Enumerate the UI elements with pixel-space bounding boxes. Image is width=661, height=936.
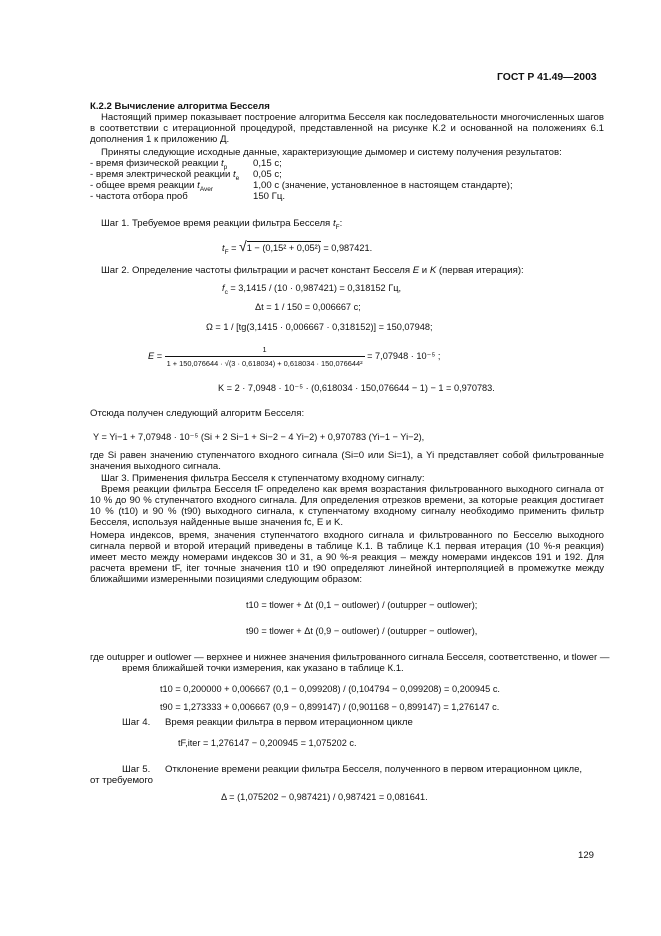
given-item-label: - общее время реакции $t_{Aver}$ bbox=[90, 180, 214, 193]
e-formula: E = $\frac{1}{\text{1 + 150,076644 · √(3 · 0,618034) + 0,618034 · 150,076644²}}$ = 7,07948 · 10⁻⁵ ; bbox=[148, 345, 441, 368]
t90-formula: t90 = tlower + Δt (0,9 − outlower) / (outupper − outlower), bbox=[246, 626, 478, 636]
page-number: 129 bbox=[578, 850, 595, 861]
step5-text: Отклонение времени реакции фильтра Бесселя, полученного в первом итерационном цикле, bbox=[165, 764, 583, 775]
t90-calculation: t90 = 1,273333 + 0,006667 (0,9 − 0,899147) / (0,901168 − 0,899147) = 1,276147 с. bbox=[160, 702, 500, 712]
given-item-value: 1,00 с (значение, установленное в настоящем стандарте); bbox=[253, 180, 513, 191]
given-intro: Приняты следующие исходные данные, характеризующие дымомер и систему получения результатов: bbox=[101, 147, 562, 158]
step3-paragraph2: Номера индексов, время, значения ступенчатого входного сигнала и фильтрованного по Бесселю выходного сигнала первой и второй итераций приведены в таблице К.1. В таблице К.1 первая итерация (10 %-я реакция) имеет место между номерами индексов 30 и 31, а 90 %-я реакция – между номерами индексов 191 и 192. Для расчета времени tF, iter точные значения t10 и t90 определяют линейной интерполяцией в промежутке между ближайшими измеренными позициями следующим образом: bbox=[90, 530, 604, 585]
given-item-label: - частота отбора проб bbox=[90, 191, 188, 202]
step3-paragraph1: Время реакции фильтра Бесселя tF определено как время возрастания фильтрованного выходного сигнала от 10 % до 90 % ступенчатого входного сигнала. Для определения отрезков времени, за которые реакция достигает 10 % (t10) и 90 % (t90) выходного сигнала, к ступенчатому входному сигналу необходимо применить фильтр Бесселя, используя найденные выше значения fc, E и K. bbox=[90, 484, 604, 528]
step5-text-continued: от требуемого bbox=[90, 775, 154, 786]
step5-formula: Δ = (1,075202 − 0,987421) / 0,987421 = 0,081641. bbox=[221, 792, 428, 802]
given-item-value: 0,15 с; bbox=[253, 158, 282, 169]
given-item-value: 150 Гц. bbox=[253, 191, 286, 202]
t10-calculation: t10 = 0,200000 + 0,006667 (0,1 − 0,099208) / (0,104794 − 0,099208) = 0,200945 с. bbox=[160, 684, 500, 694]
step3-where-continued: время ближайшей точки измерения, как указано в таблице К.1. bbox=[122, 663, 404, 674]
step4-text: Время реакции фильтра в первом итерационном цикле bbox=[165, 717, 413, 728]
fc-formula: $f_c = 3,1415 / (10 \cdot 0,987421) = 0,318152$ Гц, bbox=[222, 283, 402, 296]
given-item-label: - время физической реакции $t_p$ bbox=[90, 158, 228, 171]
algorithm-intro: Отсюда получен следующий алгоритм Бесселя: bbox=[90, 408, 305, 419]
step1-text: Шаг 1. Требуемое время реакции фильтра Бесселя $t_F$: bbox=[101, 218, 343, 231]
step2-text: Шаг 2. Определение частоты фильтрации и расчет констант Бесселя E и K (первая итерация): bbox=[101, 265, 524, 276]
algorithm-where: где Si равен значению ступенчатого входного сигнала (Si=0 или Si=1), а Yi представляет собой фильтрованные значения выходного сигнала. bbox=[90, 450, 604, 472]
given-item-label: - время электрической реакции $t_e$ bbox=[90, 169, 240, 182]
section-title: К.2.2 Вычисление алгоритма Бесселя bbox=[90, 101, 270, 112]
step4-formula: tF,iter = 1,276147 − 0,200945 = 1,075202 с. bbox=[178, 738, 357, 748]
standard-header: ГОСТ Р 41.49—2003 bbox=[497, 72, 597, 83]
step3-where: где outupper и outlower — верхнее и нижнее значения фильтрованного сигнала Бесселя, соответственно, и tlower — bbox=[90, 652, 610, 663]
intro-paragraph: Настоящий пример показывает построение алгоритма Бесселя как последовательности многочисленных шагов в соответствии с итерационной процедурой, представленной на рисунке К.2 и основанной на положениях 6.1 дополнения 1 к приложению Д. bbox=[90, 112, 604, 145]
k-formula: K = 2 · 7,0948 · 10⁻⁵ · (0,618034 · 150,076644 − 1) − 1 = 0,970783. bbox=[218, 383, 495, 393]
given-item-value: 0,05 с; bbox=[253, 169, 282, 180]
step5-label: Шаг 5. bbox=[122, 764, 151, 775]
t10-formula: t10 = tlower + Δt (0,1 − outlower) / (outupper − outlower); bbox=[246, 600, 478, 610]
step1-formula: $t_F = √1 - (0,15^2 + 0,05^2) = 0,987421$. bbox=[222, 238, 373, 256]
step4-label: Шаг 4. bbox=[122, 717, 151, 728]
dt-formula: Δt = 1 / 150 = 0,006667 с; bbox=[255, 302, 361, 312]
omega-formula: Ω = 1 / [tg(3,1415 · 0,006667 · 0,318152)] = 150,07948; bbox=[206, 322, 433, 332]
step3-title: Шаг 3. Применения фильтра Бесселя к ступенчатому входному сигналу: bbox=[101, 473, 425, 484]
algorithm-formula: Y = Yi−1 + 7,07948 · 10⁻⁵ (Si + 2 Si−1 + Si−2 − 4 Yi−2) + 0,970783 (Yi−1 − Yi−2), bbox=[93, 432, 425, 442]
